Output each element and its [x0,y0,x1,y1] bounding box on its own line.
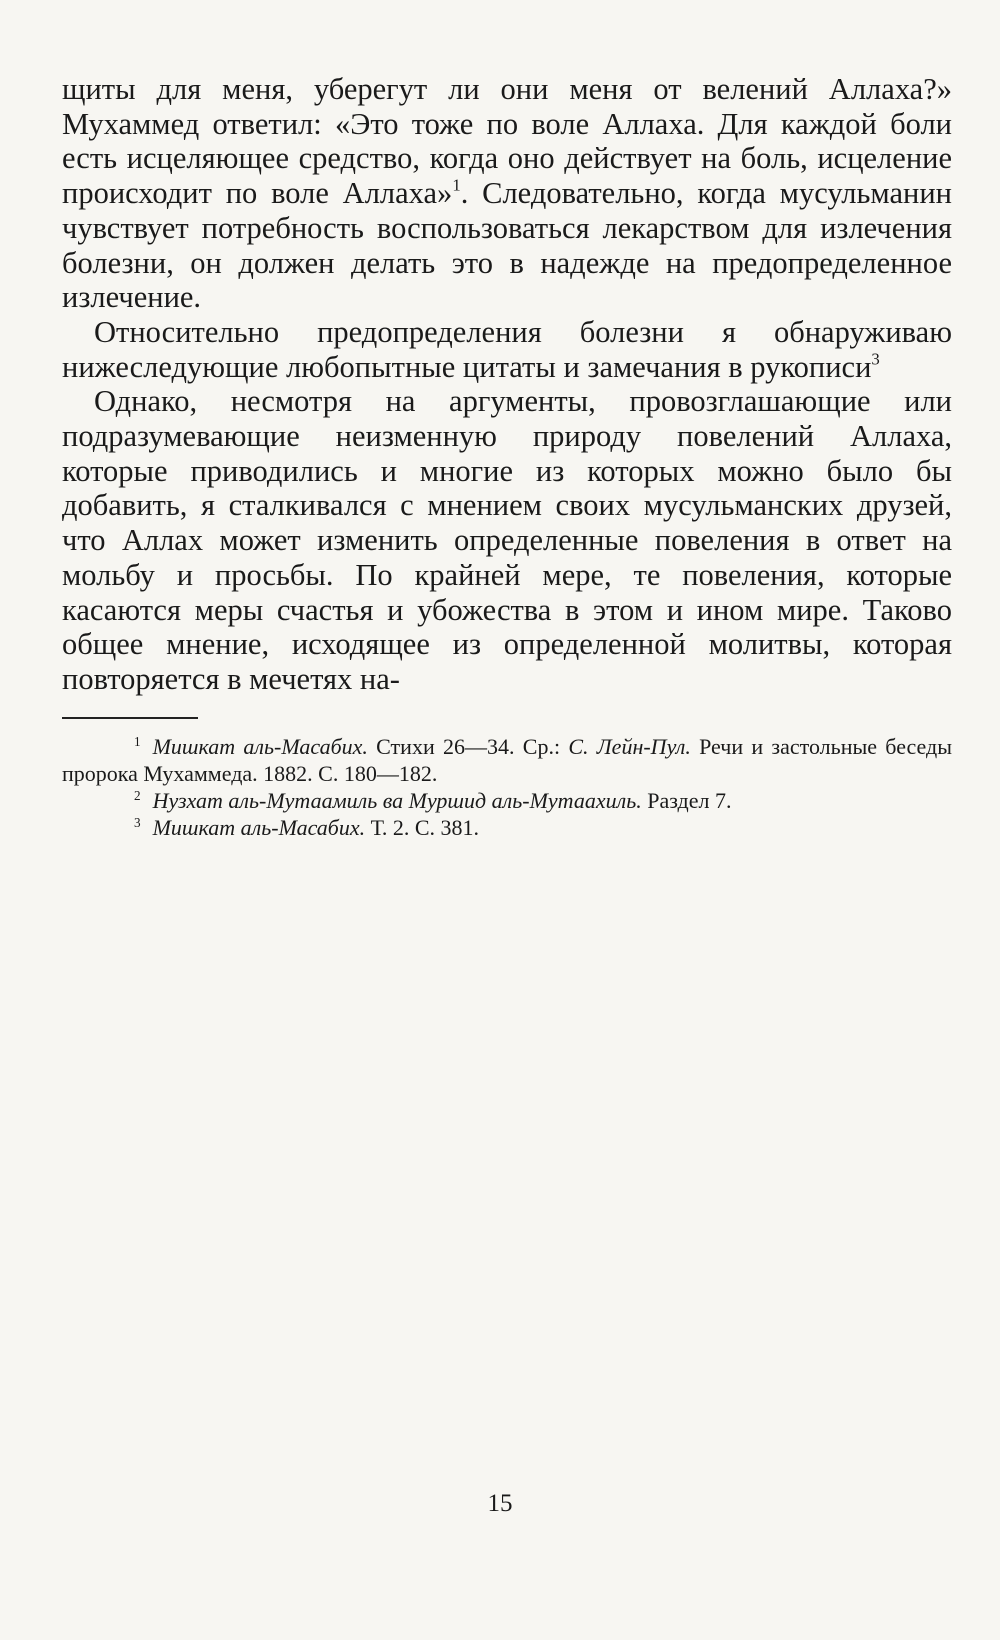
footnote-3-mid: Т. 2. С. 381. [365,814,480,840]
footnote-divider [62,717,198,719]
paragraph-3 [62,384,952,696]
paragraph-2-text-a: Относительно предопределения болезни я обнаруживаю нижеследующие любопытные цитаты и замечания в рукописи [62,314,952,384]
footnotes [62,733,952,841]
footnote-ref-2: 3 [871,349,880,369]
footnote-2-title: Нузхат аль-Мутаамиль ва Муршид аль-Мутаахиль. [152,787,642,813]
main-text [62,72,952,697]
paragraph-1 [62,72,952,315]
paragraph-3-text: Однако, несмотря на аргументы, провозглашающие или подразумевающие неизменную природу повелений Аллаха, которые приводились и многие из которых можно было бы добавить, я сталкивался с мнением своих мусульманских друзей, что Аллах может изменить определенные повеления в ответ на мольбу и просьбы. По крайней мере, те повеления, которые касаются меры счастья и убожества в этом и ином мире. Таково общее мнение, исходящее из определенной молитвы, которая повторяется в мечетях на- [62,384,952,696]
footnote-2-mid: Раздел 7. [641,787,732,813]
footnote-1: 1 Мишкат аль-Масабих. Стихи 26—34. Ср.: С. Лейн-Пул. Речи и застольные беседы пророка Мухаммеда. 1882. С. 180—182. [62,733,952,786]
book-page [62,72,952,841]
footnote-3-title: Мишкат аль-Масабих. [152,814,366,840]
footnote-2: 2 Нузхат аль-Мутаамиль ва Муршид аль-Мутаахиль. Раздел 7. [134,787,732,813]
paragraph-2 [62,315,952,384]
footnote-1-author: С. Лейн-Пул. [568,733,691,759]
paragraph-1-text-b: . Следовательно, когда мусульманин чувствует потребность воспользоваться лекарством для излечения болезни, он должен делать это в надежде на предопределенное излечение. [62,176,953,315]
paragraph-1-text-a: щиты для меня, уберегут ли они меня от велений Аллаха?» Мухаммед ответил: «Это тоже по воле Аллаха. Для каждой боли есть исцеляющее средство, когда оно действует на боль, исцеление происходит по воле Аллаха» [62,72,952,211]
footnote-1-mid: Стихи 26—34. Ср.: [367,733,569,759]
page-number: 15 [487,1490,513,1517]
footnote-1-title: Мишкат аль-Масабих. [152,733,368,759]
footnote-ref-1: 1 [452,175,461,195]
footnote-1-rest: Речи и застольные беседы пророка Мухаммеда. 1882. С. 180—182. [62,733,952,786]
footnote-3: 3 Мишкат аль-Масабих. Т. 2. С. 381. [134,814,480,840]
